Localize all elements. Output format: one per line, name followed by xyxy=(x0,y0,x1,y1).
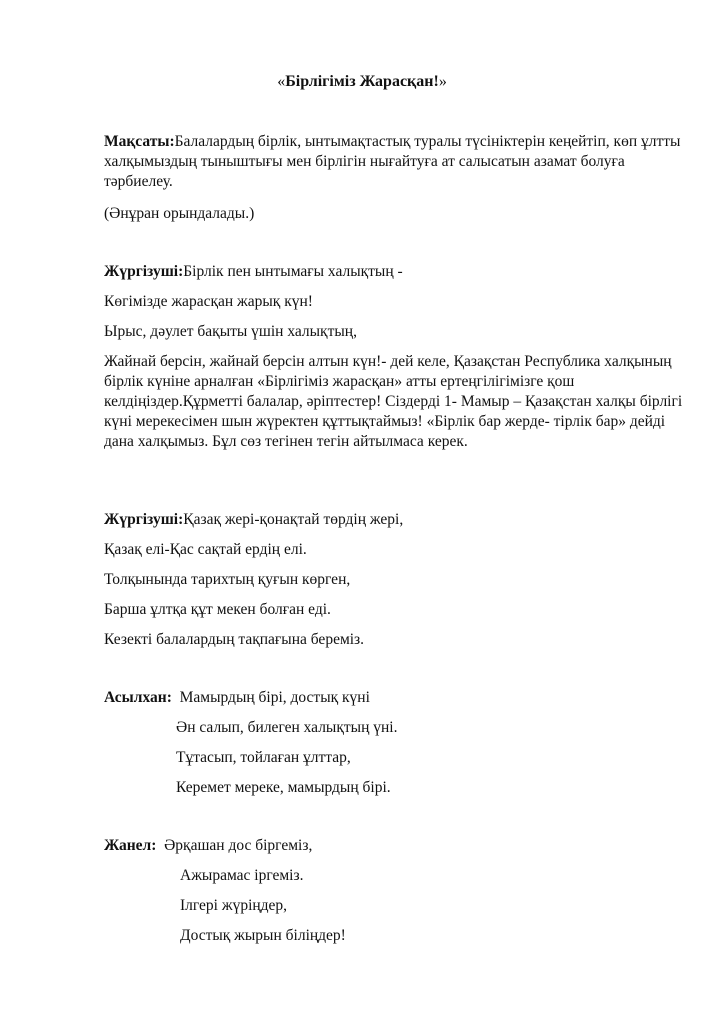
host2-line3: Толқынында тарихтың қуғын көрген, xyxy=(104,571,351,588)
host1-paragraph: Жайнай берсін, жайнай берсін алтын күн!- дей келе, Қазақстан Республика халқының бірлік күніне арналған «Бірлігіміз жарасқан» атты ертеңгілігімізге қош келдіңіздер.Құрметті балалар, әріптестер! Сіздерді 1- Мамыр – Қазақстан халқы бірлігі күні мерекесімен шын жүректен құттықтаймыз! «Бірлік бар жерде- тірлік бар» дейді дана халқымыз. Бұл сөз тегінен тегін айтылмаса керек. xyxy=(104,353,683,450)
asylkhan-label: Асылхан: xyxy=(104,689,172,706)
host1-line1-text: Бірлік пен ынтымағы халықтың - xyxy=(183,263,403,280)
goal-text: Балалардың бірлік, ынтымақтастық туралы түсініктерін кеңейтіп, көп ұлтты халқымыздың тыныштығы мен бірлігін нығайтуға ат салысатын азамат болуға тәрбиелеу. xyxy=(104,133,681,190)
host1-label: Жүргізуші: xyxy=(104,263,184,280)
zhanel-line2: Ажырамас іргеміз. xyxy=(180,867,304,884)
host1-line3: Ырыс, дәулет бақыты үшін халықтың, xyxy=(104,323,357,340)
host2-line1 xyxy=(104,510,403,530)
host1-line2: Көгімізде жарасқан жарық күн! xyxy=(104,293,313,310)
anthem-note: (Әнұран орындалады.) xyxy=(104,205,255,222)
host2-line4: Барша ұлтқа құт мекен болған еді. xyxy=(104,601,331,618)
goal-label: Мақсаты: xyxy=(104,133,175,150)
host2-line1-text: Қазақ жері-қонақтай төрдің жері, xyxy=(183,511,404,528)
title-text: Бірлігіміз Жарасқан! xyxy=(285,73,439,90)
host2-line5: Кезекті балалардың тақпағына береміз. xyxy=(104,631,365,648)
zhanel-line4: Достық жырын біліңдер! xyxy=(180,927,346,944)
zhanel-line1-text: Әрқашан дос біргеміз, xyxy=(156,837,313,854)
asylkhan-line1 xyxy=(104,688,370,708)
asylkhan-line1-text: Мамырдың бірі, достық күні xyxy=(171,689,370,706)
document-title xyxy=(0,72,724,92)
zhanel-label: Жанел: xyxy=(104,837,157,854)
host2-line2: Қазақ елі-Қас сақтай ердің елі. xyxy=(104,541,307,558)
zhanel-line1 xyxy=(104,836,312,856)
asylkhan-line2: Ән салып, билеген халықтың үні. xyxy=(176,719,398,736)
zhanel-line3: Ілгері жүріңдер, xyxy=(180,897,288,914)
goal-paragraph xyxy=(104,132,684,192)
title-close-quote: » xyxy=(438,73,447,90)
asylkhan-line3: Тұтасып, тойлаған ұлттар, xyxy=(176,749,351,766)
title-open-quote: « xyxy=(277,73,286,90)
host2-label: Жүргізуші: xyxy=(104,511,184,528)
asylkhan-line4: Керемет мереке, мамырдың бірі. xyxy=(176,779,391,796)
host1-line1 xyxy=(104,262,403,282)
